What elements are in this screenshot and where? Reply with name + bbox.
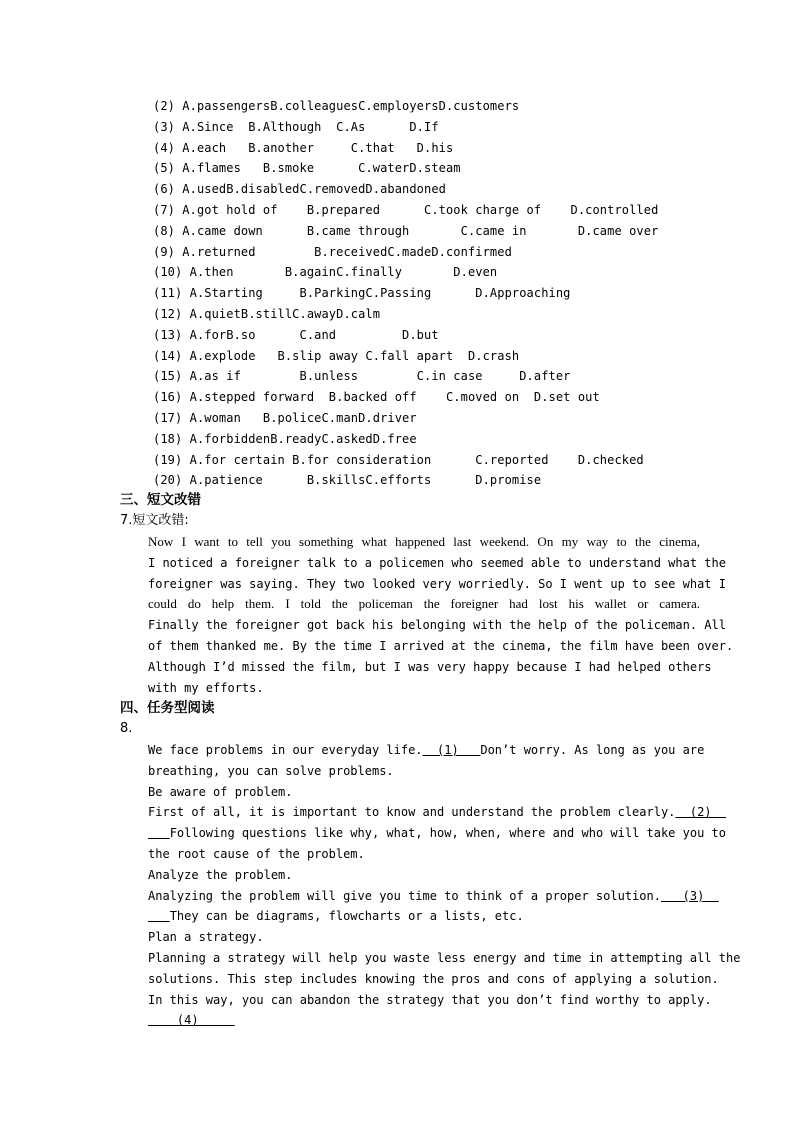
option-row: (16) A.stepped forward B.backed off C.moved on D.set out	[153, 390, 600, 405]
passage-line	[148, 823, 726, 844]
passage-line	[148, 740, 705, 761]
answer-blank-3[interactable]: (3)	[660, 888, 719, 903]
section-heading-error-correction: 三、短文改错	[120, 492, 201, 508]
option-row: (11) A.Starting B.ParkingC.Passing D.Approaching	[153, 286, 571, 301]
option-row: (4) A.each B.another C.that D.his	[153, 140, 454, 155]
passage-line: solutions. This step includes knowing the pros and cons of applying a solution.	[148, 971, 719, 986]
passage-line: Analyze the problem.	[148, 867, 293, 882]
option-row: (12) A.quietB.stillC.awayD.calm	[153, 306, 381, 321]
passage-line: Although I’d missed the film, but I was very happy because I had helped others	[148, 659, 712, 674]
task-reading-passage	[148, 740, 741, 1031]
option-row: (8) A.came down B.came through C.came in D.came over	[153, 223, 659, 238]
answer-blank-3-continued[interactable]	[148, 909, 170, 923]
text-segment: Analyzing the problem will give you time to think of a proper solution.	[148, 888, 661, 903]
text-segment: We face problems in our everyday life.	[148, 743, 423, 757]
question-number-7: 7.短文改错:	[120, 513, 189, 528]
passage-line: Now I want to tell you something what happened last weekend. On my way to the cinema,	[148, 534, 700, 549]
answer-options-list	[153, 96, 713, 491]
option-row: (13) A.forB.so C.and D.but	[153, 327, 439, 342]
passage-line: breathing, you can solve problems.	[148, 763, 394, 778]
passage-line: I noticed a foreigner talk to a policemen who seemed able to understand what the	[148, 555, 726, 570]
option-row: (5) A.flames B.smoke C.waterD.steam	[153, 161, 461, 176]
passage-line: could do help them. I told the policeman the foreigner had lost his wallet or camera.	[148, 596, 700, 612]
answer-blank-2-continued[interactable]	[148, 826, 170, 840]
passage-line: the root cause of the problem.	[148, 846, 365, 861]
passage-line	[148, 886, 719, 907]
passage-line	[148, 906, 700, 927]
option-row: (7) A.got hold of B.prepared C.took charge of D.controlled	[153, 202, 659, 217]
error-correction-passage	[148, 532, 734, 698]
question-number-8: 8.	[120, 721, 133, 736]
option-row: (10) A.then B.againC.finally D.even	[153, 265, 498, 280]
passage-line: Plan a strategy.	[148, 930, 264, 945]
text-segment: First of all, it is important to know and understand the problem clearly.	[148, 805, 676, 820]
text-segment: Following questions like why, what, how, when, where and who will take you to	[169, 826, 726, 841]
option-row: (18) A.forbiddenB.readyC.askedD.free	[153, 431, 417, 446]
option-row: (19) A.for certain B.for consideration C.reported D.checked	[153, 452, 644, 467]
answer-blank-4[interactable]: (4)	[148, 1013, 235, 1028]
passage-line: Planning a strategy will help you waste less energy and time in attempting all the	[148, 950, 741, 965]
passage-line: foreigner was saying. They two looked very worriedly. So I went up to see what I	[148, 576, 726, 591]
passage-line: of them thanked me. By the time I arrived at the cinema, the film have been over.	[148, 638, 734, 653]
passage-line: In this way, you can abandon the strategy that you don’t find worthy to apply.	[148, 992, 712, 1007]
option-row: (6) A.usedB.disabledC.removedD.abandoned	[153, 182, 446, 197]
answer-blank-2[interactable]: (2)	[675, 805, 726, 820]
option-row: (3) A.Since B.Although C.As D.If	[153, 119, 439, 134]
passage-line: with my efforts.	[148, 680, 264, 695]
option-row: (9) A.returned B.receivedC.madeD.confirmed	[153, 244, 512, 259]
passage-line	[148, 802, 726, 823]
option-row: (20) A.patience B.skillsC.efforts D.promise	[153, 473, 542, 488]
passage-line: Finally the foreigner got back his belonging with the help of the policeman. All	[148, 618, 726, 633]
text-segment: They can be diagrams, flowcharts or a lists, etc.	[169, 909, 524, 924]
passage-line: Be aware of problem.	[148, 784, 293, 799]
option-row: (14) A.explode B.slip away C.fall apart D.crash	[153, 348, 520, 363]
option-row: (15) A.as if B.unless C.in case D.after	[153, 369, 571, 384]
section-heading-task-reading: 四、任务型阅读	[120, 700, 215, 716]
passage-line	[148, 1010, 700, 1031]
answer-blank-1[interactable]: (1)	[422, 743, 481, 757]
text-segment: Don’t worry. As long as you are	[480, 743, 705, 757]
option-row: (17) A.woman B.policeC.manD.driver	[153, 410, 417, 425]
option-row: (2) A.passengersB.colleaguesC.employersD.customers	[153, 99, 520, 113]
